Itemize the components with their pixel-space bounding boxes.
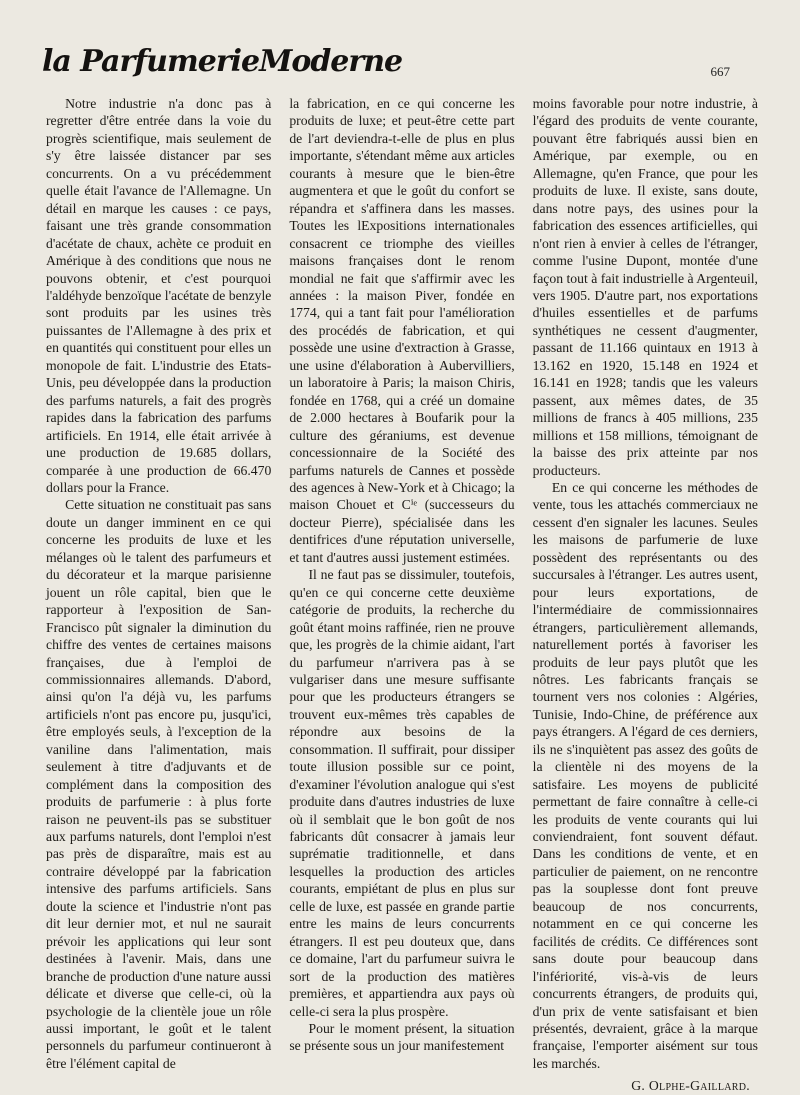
- paragraph: Cette situation ne constituait pas sans doute un danger imminent en ce qui concerne les produits de luxe et les mélanges où le talent des parfumeurs et du décorateur et la marque parisienne jouent un rôle capital, bien que le rapporteur à l'exposition de San-Francisco pût signaler la diminution du chiffre des ventes de certaines maisons françaises, due à l'emploi de commissionnaires allemands. D'abord, ainsi qu'on l'a déjà vu, les parfums artificiels n'ont pas encore pu, jusqu'ici, être employés seuls, à l'exception de la vaniline dans l'alimentation, mais seulement à titre d'adjuvants et de complément dans la composition des produits de parfumerie : à plus forte raison ne peuvent-ils pas se substituer aux parfums naturels, dont l'emploi n'est pas près de disparaître, mais est au contraire développé par la fabrication intensive des parfums artificiels. Sans doute la science et l'industrie n'ont pas dit leur dernier mot, et nul ne saurait prévoir les applications qui leur sont destinées à l'avenir. Mais, dans une branche de production d'une nature aussi délicate et diverse que celle-ci, où la psychologie de la clientèle joue un rôle aussi important, le goût et le talent personnels du parfumeur continueront à être l'élément capital de: [46, 497, 272, 1071]
- column-3: [532, 95, 758, 1094]
- paragraph: En ce qui concerne les méthodes de vente, tous les attachés commerciaux ne cessent d'en signaler les lacunes. Seules les maisons de parfumerie de luxe possèdent des représentants ou des succursales à l'étranger. Les autres usent, pour leurs exportations, de l'intermédiaire de commissionnaires étrangers, particulièrement allemands, naturellement portés à favoriser les produits de leur pays plutôt que les nôtres. Les fabricants français se tournent vers nos colonies : Algéries, Tunisie, Indo-Chine, de préférence aux pays étrangers. A l'égard de ces derniers, ils ne s'inquiètent pas assez des goûts de la clientèle ni des moyens de la satisfaire. Les moyens de publicité permettant de faire connaître à celle-ci les produits de vente courants qui lui conviendraient, font souvent défaut. Dans les conditions de vente, et en particulier de paiement, on ne rencontre pas la souplesse dont font preuve beaucoup de nos concurrents, notamment en ce qui concerne les facilités de crédits. Ce différences sont sans doute pour beaucoup dans l'infériorité, vis-à-vis de leurs concurrents étrangers, de produits qui, d'un prix de vente satisfaisant et bien présentés, devraient, grâce à la marque française, l'emporter aisément sur tous les marchés.: [532, 479, 758, 1071]
- paragraph: moins favorable pour notre industrie, à l'égard des produits de vente courante, pouvant être fabriqués aussi bien en Amérique, par exemple, ou en Allemagne, qu'en France, que pour les produits de luxe. Il existe, sans doute, dans notre pays, des usines pour la fabrication des essences artificielles, qui n'ont rien à envier à celles de l'étranger, comme l'usine Dupont, montée d'une façon tout à fait industrielle à Argenteuil, vers 1905. D'autre part, nos exportations d'huiles essentielles et de parfums synthétiques ne cessent d'augmenter, passant de 11.166 quintaux en 1913 à 13.162 en 1920, 15.148 en 1924 et 16.141 en 1928; tandis que les valeurs passent, aux mêmes dates, de 35 millions de francs à 405 millions, 235 millions et 158 millions, témoignant de la baisse des prix atteinte par nos producteurs.: [532, 96, 758, 478]
- paragraph: Il ne faut pas se dissimuler, toutefois, qu'en ce qui concerne cette deuxième catégorie de produits, la recherche du goût étant moins raffinée, rien ne prouve que, les progrès de la chimie aidant, l'art du parfumeur n'arrivera pas à se vulgariser dans une mesure suffisante pour que les producteurs étrangers se trouvent eux-mêmes très capables de répondre aux besoins de la consommation. Il suffirait, pour dissiper toute illusion possible sur ce point, d'examiner l'évolution analogue qui s'est produite dans d'autres industries de luxe où il semblait que le bon goût de nos fabricants dût consacrer à jamais leur suprématie traditionnelle, et dans lesquelles la production des articles courants, empiétant de plus en plus sur celle de luxe, est passée en grande partie entre les mains de leurs concurrents étrangers. Il est peu douteux que, dans ce domaine, l'art du parfumeur suivra le sort de la production des matières premières, et appartiendra aux pays où celle-ci sera la plus prospère.: [289, 567, 515, 1019]
- paragraph: Pour le moment présent, la situation se présente sous un jour manifestement: [289, 1021, 515, 1054]
- author-signature: G. Olphe-Gaillard.: [631, 1078, 750, 1094]
- column-1: [46, 95, 272, 1071]
- article-body: [46, 95, 758, 1094]
- paragraph: Notre industrie n'a donc pas à regretter d'être entrée dans la voie du progrès scientifique, mais seulement de s'y être laissée distancer par ses concurrents. On a vu précédemment quelle était l'avance de l'Allemagne. Un détail en marque les causes : ce pays, faisant une très grande consommation d'acétate de chaux, achète ce produit en Amérique à des conditions que nous ne pouvons obtenir, et c'est pourquoi l'aldéhyde benzoïque l'acétate de benzyle sont produits par les usines très puissantes de l'Allemagne à des prix et en quantités qui constituent pour elles un monopole de fait. L'industrie des Etats-Unis, peu développée dans la production des parfums naturels, a fait des progrès rapides dans la fabrication des parfums artificiels. En 1914, elle était arrivée à une production de 19.685 dollars, comparée à une production de 66.470 dollars pour la France.: [46, 96, 272, 495]
- page-number: 667: [710, 64, 730, 79]
- column-2: [289, 95, 515, 1054]
- masthead-logo: la ParfumerieModerne: [42, 44, 403, 79]
- paragraph: la fabrication, en ce qui concerne les produits de luxe; et peut-être cette part de l'art deviendra-t-elle de plus en plus importante, s'étendant même aux articles courants à mesure que le bien-être augmentera et que le goût du confort se répandra et s'affinera dans les masses. Toutes les lExpositions internationales consacrent ce triomphe des vieilles maisons françaises dont le renom mondial ne fait que s'affirmir avec les années : la maison Piver, fondée en 1774, qui a tant fait pour l'amélioration des procédés de fabrication, et qui possède une usine d'extraction à Grasse, une usine d'élaboration à Aubervilliers, un laboratoire à Paris; la maison Chiris, fondée en 1768, qui a créé un domaine de 2.000 hectares à Boufarik pour la culture des géraniums, est devenue concessionnaire de la Société des parfums naturels de Cannes et possède des agences à New-York et à Chicago; la maison Chouet et Cⁱᵉ (successeurs du docteur Pierre), spécialisée dans les dentifrices d'une réputation universelle, et tant d'autres aussi justement estimées.: [289, 96, 515, 565]
